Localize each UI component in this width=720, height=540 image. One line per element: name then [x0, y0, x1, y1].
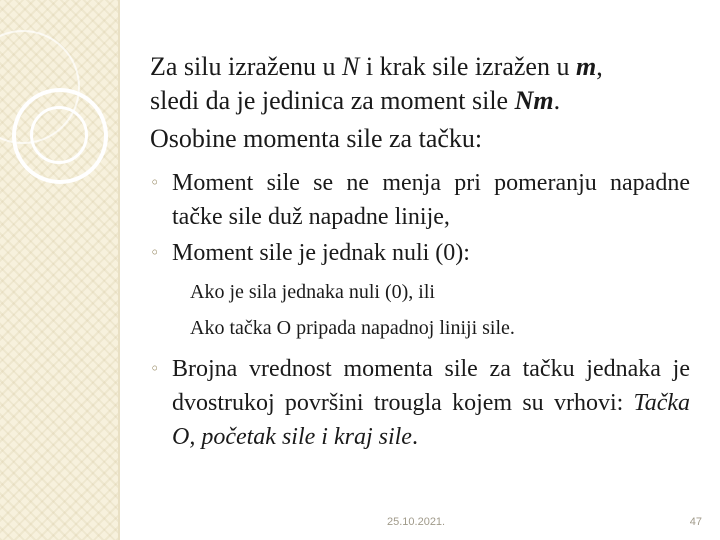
slide-content [130, 50, 690, 454]
footer-date: 25.10.2021. [387, 516, 446, 528]
sub-bullet-text: Moment sile je jednak nuli (0): [172, 240, 470, 266]
sub-bullet-glyph: ◦ [150, 359, 160, 378]
sub-bullet-glyph: ◦ [150, 243, 160, 262]
page-number: 47 [689, 516, 702, 528]
sub-bullet-item [130, 166, 690, 234]
sub-bullet-item [130, 352, 690, 454]
decorative-circle [30, 106, 88, 164]
bullet-text: Osobine momenta sile za tačku: [150, 124, 483, 153]
sub-bullet-item [130, 236, 690, 270]
sub-bullet-text: Brojna vrednost momenta sile za tačku jednaka je dvostrukoj površini trougla kojem su vrhovi: Tačka O, početak sile i kraj sile. [172, 356, 690, 450]
bullet-text: Za silu izraženu u N i krak sile izražen u m, sledi da je jedinica za moment sile Nm. [150, 52, 603, 115]
sub-sub-bullet-text: Ako je sila jednaka nuli (0), ili [190, 281, 435, 303]
bullet-item [130, 122, 690, 166]
sub-sub-bullet-item [130, 310, 690, 346]
sub-sub-bullet-item [130, 274, 690, 310]
decorative-divider [118, 0, 120, 540]
bullet-item [130, 50, 690, 118]
sub-bullet-glyph: ◦ [150, 173, 160, 192]
sub-sub-bullet-text: Ako tačka O pripada napadnoj liniji sile. [190, 317, 515, 339]
sub-bullet-text: Moment sile se ne menja pri pomeranju napadne tačke sile duž napadne linije, [172, 170, 690, 230]
